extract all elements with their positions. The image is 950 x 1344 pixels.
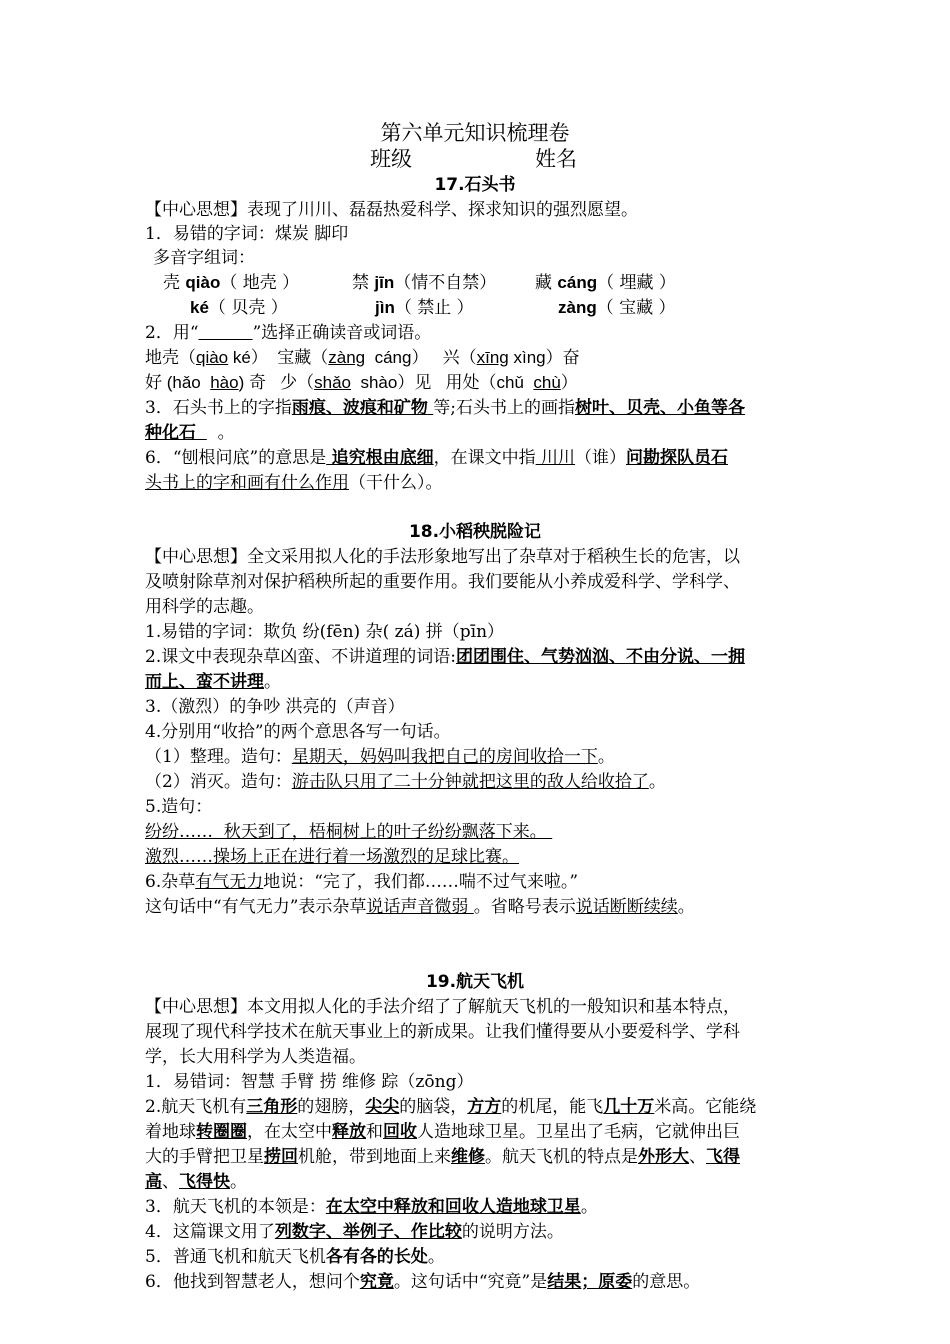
text-segment: 释放	[332, 1122, 366, 1142]
text-segment: 回收	[383, 1122, 417, 1142]
lesson18-q2-cont: 而上、蛮不讲理。	[145, 672, 281, 692]
poly-row-1c: 藏 cáng（ 埋藏 ）	[535, 273, 676, 293]
text-segment: 米高。它能绕	[654, 1097, 757, 1117]
text-segment: 尖尖	[365, 1097, 400, 1117]
text-segment: 。航天飞机的特点是	[485, 1147, 638, 1167]
text-segment: 飞得	[706, 1147, 740, 1167]
lesson18-q5-1: 纷纷…… 秋天到了，梧桐树上的叶子纷纷飘落下来。	[145, 822, 553, 842]
text-segment: 、	[162, 1172, 179, 1192]
lesson18-idea-line2: 及喷射除草剂对保护稻秧所起的重要作用。我们要能从小养成爱科学、学科学、	[145, 572, 740, 592]
lesson17-q6: 6．“刨根问底”的意思是 追究根由底细，在课文中指 川川（谁）问勘探队员石	[145, 448, 729, 468]
lesson17-q6-cont: 头书上的字和画有什么作用（干什么）。	[145, 473, 443, 493]
class-label: 班级	[370, 147, 412, 171]
name-label: 姓名	[535, 147, 577, 171]
text-segment: 2.航天飞机有	[145, 1097, 247, 1117]
text-segment: 。	[230, 1172, 247, 1192]
lesson18-q3: 3.（激烈）的争吵 洪亮的（声音）	[145, 697, 405, 717]
text-segment: 的机尾，能飞	[501, 1097, 604, 1117]
lesson17-q2: 2．用“ ”选择正确读音或词语。	[145, 323, 432, 343]
lesson18-heading: 18.小稻秧脱险记	[408, 522, 542, 542]
lesson18-q4-2: （2）消灭。造句：游击队只用了二十分钟就把这里的敌人给收拾了。	[145, 772, 666, 792]
lesson17-q2-line1: 地壳（qiào ké） 宝藏（zàng cáng） 兴（xīng xìng）奋	[145, 348, 580, 368]
text-segment: 的脑袋，	[399, 1097, 468, 1117]
lesson19-q2-line4	[145, 1170, 247, 1194]
lesson19-q3: 3．航天飞机的本领是：在太空中释放和回收人造地球卫星。	[145, 1197, 598, 1217]
poly-row-2: ké（ 贝壳 ）	[190, 298, 288, 318]
text-segment: 高	[145, 1172, 162, 1192]
lesson17-multi-label: 多音字组词：	[153, 248, 255, 268]
text-segment: 维修	[451, 1147, 485, 1167]
text-segment: 捞回	[264, 1147, 298, 1167]
page-title: 第六单元知识梳理卷	[380, 121, 570, 145]
lesson19-central-idea: 【中心思想】本文用拟人化的手法介绍了了解航天飞机的一般知识和基本特点，	[145, 997, 740, 1017]
lesson19-idea-line3: 学，长大用科学为人类造福。	[145, 1047, 366, 1067]
lesson19-heading: 19.航天飞机	[425, 972, 525, 992]
text-segment: 机舱，带到地面上来	[298, 1147, 451, 1167]
lesson17-q2-line2: 好 (hǎo hào) 奇 少（shǎo shào）见 用处（chǔ chù）	[145, 373, 578, 393]
lesson18-q4: 4.分别用“收拾”的两个意思各写一句话。	[145, 722, 451, 742]
text-segment: 、	[689, 1147, 706, 1167]
text-segment: 和	[366, 1122, 383, 1142]
lesson18-q6-cont: 这句话中“有气无力”表示杂草说话声音微弱 。省略号表示说话断断续续。	[145, 897, 695, 917]
lesson17-heading: 17.石头书	[434, 175, 516, 195]
lesson18-q5: 5.造句：	[145, 797, 213, 817]
lesson19-q2-line3	[145, 1145, 740, 1169]
lesson18-q4-1: （1）整理。造句：星期天，妈妈叫我把自己的房间收拾一下。	[145, 747, 615, 767]
lesson19-idea-line2: 展现了现代科学技术在航天事业上的新成果。让我们懂得要从小要爱科学、学科	[145, 1022, 740, 1042]
text-segment: 人造地球卫星。卫星出了毛病，它就伸出巨	[417, 1122, 740, 1142]
lesson17-q3-cont: 种化石 。	[145, 423, 235, 443]
text-segment: 的翅膀，	[297, 1097, 366, 1117]
lesson18-q1: 1.易错的字词：欺负 纷(fēn) 杂( zá) 拼（pīn）	[145, 622, 505, 642]
lesson18-idea-line3: 用科学的志趣。	[145, 597, 264, 617]
lesson19-q4: 4．这篇课文用了列数字、举例子、作比较的说明方法。	[145, 1222, 564, 1242]
text-segment: 几十万	[603, 1097, 655, 1117]
poly-row-1: 壳 qiào（ 地壳 ）	[163, 273, 300, 293]
lesson18-q6: 6.杂草有气无力地说：“完了，我们都……喘不过气来啦。”	[145, 872, 579, 892]
poly-row-2b: jìn（ 禁止 ）	[375, 298, 474, 318]
text-segment: 三角形	[246, 1097, 298, 1117]
text-segment: 方方	[467, 1097, 502, 1117]
text-segment: 外形大	[638, 1147, 689, 1167]
poly-row-2c: zàng（ 宝藏 ）	[558, 298, 676, 318]
text-segment: ，在太空中	[247, 1122, 332, 1142]
lesson19-q1: 1．易错词：智慧 手臂 捞 维修 踪（zōng）	[145, 1072, 474, 1092]
lesson18-central-idea: 【中心思想】全文采用拟人化的手法形象地写出了杂草对于稻秧生长的危害，以	[145, 547, 740, 567]
lesson19-q5: 5．普通飞机和航天飞机各有各的长处。	[145, 1247, 445, 1267]
lesson18-q5-2: 激烈……操场上正在进行着一场激烈的足球比赛。	[145, 847, 519, 867]
poly-row-1b: 禁 jīn（情不自禁）	[352, 273, 497, 293]
text-segment: 大的手臂把卫星	[145, 1147, 264, 1167]
lesson19-q6: 6．他找到智慧老人，想问个究竟。这句话中“究竟”是结果；原委的意思。	[145, 1272, 701, 1292]
text-segment: 飞得快	[179, 1172, 230, 1192]
lesson17-central-idea: 【中心思想】表现了川川、磊磊热爱科学、探求知识的强烈愿望。	[145, 200, 638, 220]
lesson19-q2	[145, 1095, 756, 1119]
lesson17-q1: 1．易错的字词：煤炭 脚印	[145, 224, 349, 244]
text-segment: 着地球	[145, 1122, 196, 1142]
text-segment: 转圈圈	[196, 1122, 247, 1142]
lesson17-q3: 3．石头书上的字指雨痕、波痕和矿物 等;石头书上的画指树叶、贝壳、小鱼等各	[145, 398, 745, 418]
lesson18-q2: 2.课文中表现杂草凶蛮、不讲道理的词语:团团围住、气势汹汹、不由分说、一拥	[145, 647, 745, 667]
lesson19-q2-line2	[145, 1120, 740, 1144]
